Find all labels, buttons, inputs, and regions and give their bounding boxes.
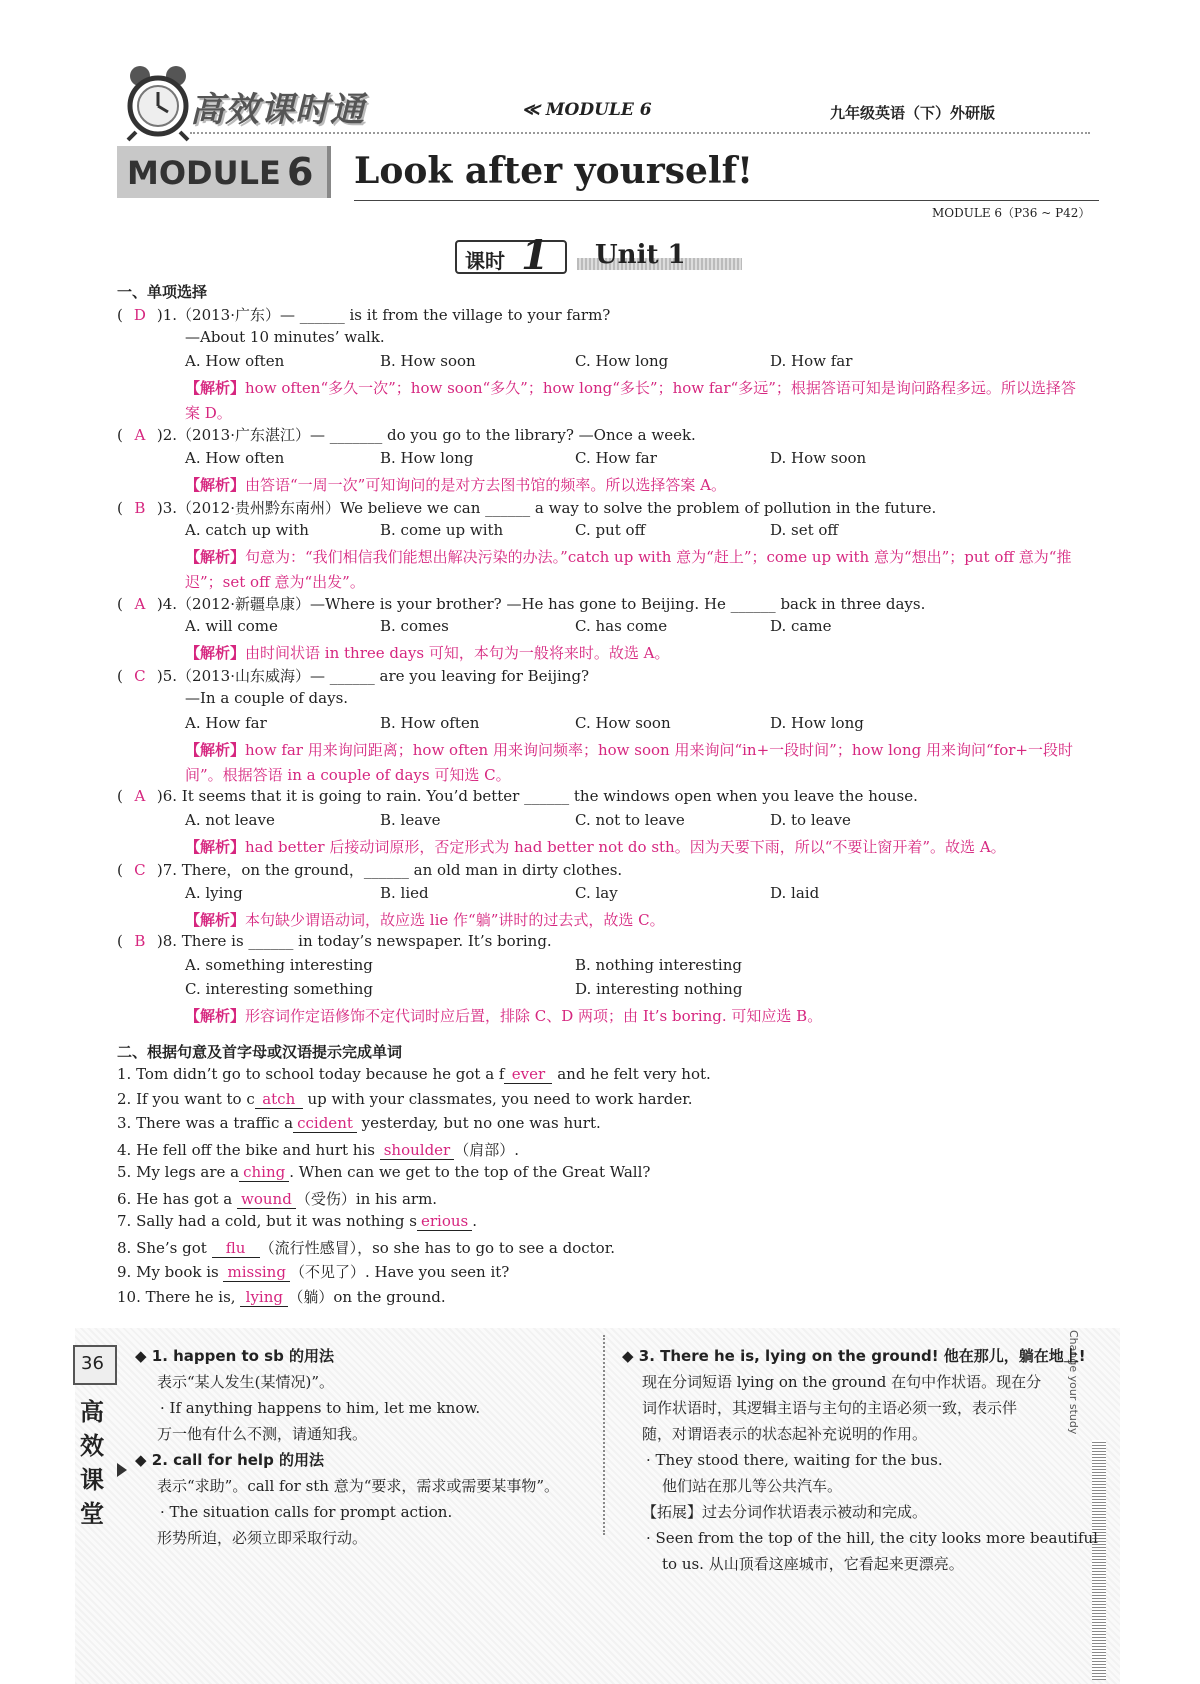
fill-blank-item (117, 1114, 601, 1133)
analysis-tag: 【解析】 (185, 838, 246, 856)
note-heading: ◆ 3. There he is, lying on the ground! 他在那儿，躺在地上! (622, 1347, 1086, 1365)
question-stem: ( B )8. There is ______ in today’s newspaper. It’s boring. (117, 932, 552, 950)
side-title-char: 堂 (80, 1500, 104, 1528)
side-title-char: 课 (80, 1466, 104, 1494)
option: C. put off (575, 521, 646, 539)
item-text-pre: 5. My legs are a (117, 1163, 240, 1181)
option: D. How soon (770, 449, 867, 467)
side-english: Change your study (1067, 1330, 1080, 1435)
option: B. leave (380, 811, 441, 829)
option: B. How often (380, 714, 480, 732)
analysis (185, 738, 1090, 788)
analysis (185, 473, 1090, 498)
answer-letter: C (134, 861, 146, 879)
option: A. How often (185, 449, 285, 467)
note-line: 现在分词短语 lying on the ground 在句中作状语。现在分 (642, 1373, 1042, 1391)
question-text: )4.（2012·新疆阜康）—Where is your brother? —He has gone to Beijing. He ______ back in three days. (156, 595, 926, 613)
option: A. lying (185, 884, 243, 902)
note-line: 【拓展】过去分词作状语表示被动和完成。 (642, 1503, 928, 1521)
item-text-pre: 6. He has got a (117, 1189, 238, 1208)
fill-blank-item (117, 1286, 446, 1307)
fill-blank-item (117, 1139, 519, 1160)
item-text-post: up with your classmates, you need to work harder. (302, 1089, 693, 1108)
item-text-pre: 2. If you want to c (117, 1089, 255, 1108)
option: C. interesting something (185, 980, 374, 998)
module-label: MODULE (127, 154, 281, 192)
answer-letter: C (134, 667, 146, 685)
item-text-post: yesterday, but no one was hurt. (356, 1114, 601, 1132)
option: C. has come (575, 617, 668, 635)
note-line: · If anything happens to him, let me know. (160, 1399, 481, 1417)
question-stem: ( B )3.（2012·贵州黔东南州）We believe we can ______ a way to solve the problem of pollution in the future. (117, 499, 937, 517)
item-text-post: and he felt very hot. (552, 1065, 711, 1083)
item-text-post: （躺）on the ground. (288, 1287, 446, 1306)
answer-blank: lying (240, 1288, 288, 1307)
item-text-post: . When can we get to the top of the Great Wall? (289, 1163, 651, 1181)
analysis-text: 形容词作定语修饰不定代词时应后置，排除 C、D 两项；由 It’s boring. 可知应选 B。 (245, 1007, 823, 1025)
question-stem: ( A )4.（2012·新疆阜康）—Where is your brother? —He has gone to Beijing. He ______ back in three days. (117, 595, 926, 613)
side-title-char: 效 (80, 1432, 104, 1460)
option: D. How far (770, 352, 853, 370)
page-number: 36 (81, 1353, 104, 1374)
answer-letter: B (134, 932, 146, 950)
question-answer-line: —About 10 minutes’ walk. (185, 328, 385, 346)
question-stem: ( D )1.（2013·广东）— ______ is it from the village to your farm? (117, 306, 611, 324)
header-rule (190, 132, 1090, 134)
note-line: 表示“求助”。call for sth 意为“要求，需求或需要某事物”。 (157, 1477, 560, 1495)
item-text-pre: 9. My book is (117, 1263, 224, 1281)
module-mark: ≪ MODULE 6 (522, 100, 652, 120)
analysis-text: 句意为：“我们相信我们能想出解决污染的办法。”catch up with 意为“赶上”；come up with 意为“想出”；put off 意为“推迟”；set off 意为“出发”。 (185, 548, 1072, 591)
option: C. How soon (575, 714, 671, 732)
option: A. How far (185, 714, 267, 732)
analysis-text: how often“多久一次”；how soon“多久”；how long“多长”；how far“多远”；根据答语可知是询问路程多远。所以选择答案 D。 (185, 379, 1076, 422)
note-line: 词作状语时，其逻辑主语与主句的主语必须一致，表示伴 (642, 1399, 1018, 1417)
analysis-tag: 【解析】 (185, 548, 246, 566)
item-text-post: . (472, 1212, 478, 1230)
answer-blank: ching (239, 1163, 289, 1182)
item-text-pre: 10. There he is, (117, 1287, 241, 1306)
answer-blank: missing (223, 1263, 289, 1282)
option: B. nothing interesting (575, 956, 742, 974)
answer-blank: ever (504, 1065, 552, 1084)
answer-letter: A (134, 787, 146, 805)
option: B. comes (380, 617, 449, 635)
analysis-text: how far 用来询问距离；how often 用来询问频率；how soon 用来询问“in+一段时间”；how long 用来询问“for+一段时间”。根据答语 in a couple of days 可知选 C。 (185, 741, 1073, 784)
item-text-pre: 4. He fell off the bike and hurt his (117, 1140, 380, 1159)
option: D. set off (770, 521, 839, 539)
answer-letter: A (134, 595, 146, 613)
question-stem: ( A )2.（2013·广东湛江）— _______ do you go to the library? —Once a week. (117, 426, 696, 444)
analysis (185, 908, 1090, 933)
alarm-clock-logo (118, 62, 198, 142)
option: D. interesting nothing (575, 980, 743, 998)
question-text: )3.（2012·贵州黔东南州）We believe we can ______ a way to solve the problem of pollution in the future. (156, 499, 937, 517)
page-number-box (73, 1345, 117, 1385)
analysis-text: 本句缺少谓语动词，故应选 lie 作“躺”讲时的过去式，故选 C。 (245, 911, 665, 929)
note-line: to us. 从山顶看这座城市，它看起来更漂亮。 (662, 1555, 964, 1573)
question-text: )2.（2013·广东湛江）— _______ do you go to the library? —Once a week. (156, 426, 696, 444)
fill-blank-item (117, 1261, 509, 1282)
option: C. lay (575, 884, 618, 902)
question-text: )7. There，on the ground，______ an old man in dirty clothes. (156, 861, 623, 879)
note-line: 万一他有什么不测，请通知我。 (157, 1425, 368, 1443)
fill-blank-item (117, 1090, 693, 1109)
analysis (185, 376, 1090, 426)
brand-logo-text: 高效课时通 (190, 90, 365, 130)
analysis-text: had better 后接动词原形，否定形式为 had better not do sth。因为天要下雨，所以“不要让窗开着”。故选 A。 (245, 838, 1006, 856)
fill-blank-item (117, 1188, 437, 1209)
module-banner (117, 146, 1097, 220)
item-text-post: （肩部）. (454, 1140, 519, 1159)
item-text-pre: 1. Tom didn’t go to school today because he got a f (117, 1065, 505, 1083)
analysis-text: 由答语“一周一次”可知询问的是对方去图书馆的频率。所以选择答案 A。 (245, 476, 726, 494)
side-barcode (1092, 1440, 1106, 1680)
answer-blank: ccident (293, 1114, 357, 1133)
note-line: 他们站在那儿等公共汽车。 (662, 1477, 843, 1495)
analysis-tag: 【解析】 (185, 741, 246, 759)
answer-blank: shoulder (380, 1141, 455, 1160)
lesson-label: 课时 (465, 249, 505, 273)
fill-blank-item (117, 1237, 615, 1258)
analysis (185, 545, 1090, 595)
option: D. How long (770, 714, 864, 732)
side-title (80, 1395, 114, 1531)
lesson-number: 1 (521, 232, 549, 279)
note-line: · Seen from the top of the hill, the city looks more beautiful (646, 1529, 1098, 1547)
analysis-text: 由时间状语 in three days 可知，本句为一般将来时。故选 A。 (245, 644, 670, 662)
footer-divider (603, 1335, 605, 1535)
item-text-post: （不见了）. Have you seen it? (289, 1263, 510, 1281)
note-heading: ◆ 2. call for help 的用法 (135, 1451, 325, 1469)
section1-title: 一、单项选择 (117, 283, 208, 301)
option: C. How long (575, 352, 669, 370)
note-line: 随，对谓语表示的状态起补充说明的作用。 (642, 1425, 928, 1443)
option: C. not to leave (575, 811, 685, 829)
module-number: 6 (287, 150, 314, 194)
option: A. catch up with (185, 521, 309, 539)
question-text: )8. There is ______ in today’s newspaper. It’s boring. (156, 932, 552, 950)
option: B. lied (380, 884, 429, 902)
answer-blank: atch (255, 1090, 303, 1109)
question-text: )5.（2013·山东威海）— ______ are you leaving for Beijing? (156, 667, 590, 685)
side-title-char: 高 (80, 1398, 104, 1426)
fill-blank-item (117, 1065, 711, 1084)
side-arrow-icon (117, 1463, 127, 1477)
note-heading: ◆ 1. happen to sb 的用法 (135, 1347, 335, 1365)
answer-letter: B (134, 499, 146, 517)
module-rule (354, 200, 1099, 201)
option: A. something interesting (185, 956, 373, 974)
note-line: 表示“某人发生(某情况)”。 (157, 1373, 335, 1391)
analysis-tag: 【解析】 (185, 911, 246, 929)
option: D. to leave (770, 811, 851, 829)
item-text-post: （受伤）in his arm. (295, 1189, 438, 1208)
analysis (185, 835, 1090, 860)
option: C. How far (575, 449, 657, 467)
option: D. came (770, 617, 832, 635)
question-stem: ( C )7. There，on the ground，______ an old man in dirty clothes. (117, 861, 623, 879)
analysis-tag: 【解析】 (185, 476, 246, 494)
item-text-pre: 3. There was a traffic a (117, 1114, 294, 1132)
analysis-tag: 【解析】 (185, 644, 246, 662)
section2-title: 二、根据句意及首字母或汉语提示完成单词 (117, 1043, 403, 1061)
analysis (185, 1004, 1090, 1029)
item-text-post: （流行性感冒），so she has to go to see a doctor. (259, 1238, 616, 1257)
note-line: 形势所迫，必须立即采取行动。 (157, 1529, 368, 1547)
option: A. will come (185, 617, 278, 635)
option: B. come up with (380, 521, 504, 539)
option: A. How often (185, 352, 285, 370)
unit-label: Unit 1 (595, 240, 686, 270)
note-line: · They stood there, waiting for the bus. (646, 1451, 943, 1469)
option: D. laid (770, 884, 820, 902)
answer-blank: flu (212, 1239, 260, 1258)
fill-blank-item (117, 1163, 650, 1182)
answer-blank: wound (237, 1190, 296, 1209)
edition-label: 九年级英语（下）外研版 (830, 104, 996, 122)
page-range: MODULE 6（P36 ~ P42） (932, 206, 1091, 220)
lesson-title (455, 232, 775, 279)
option: B. How soon (380, 352, 476, 370)
answer-letter: D (133, 306, 146, 324)
question-text: )1.（2013·广东）— ______ is it from the village to your farm? (156, 306, 611, 324)
answer-letter: A (134, 426, 146, 444)
analysis (185, 641, 1090, 666)
fill-blank-item (117, 1212, 477, 1231)
question-stem: ( A )6. It seems that it is going to rain. You’d better ______ the windows open when you leave the house. (117, 787, 918, 805)
module-title: Look after yourself! (354, 150, 753, 192)
option: A. not leave (185, 811, 275, 829)
question-stem: ( C )5.（2013·山东威海）— ______ are you leaving for Beijing? (117, 667, 590, 685)
module-badge (117, 146, 331, 198)
item-text-pre: 7. Sally had a cold, but it was nothing s (117, 1212, 417, 1230)
item-text-pre: 8. She’s got (117, 1238, 212, 1257)
analysis-tag: 【解析】 (185, 1007, 246, 1025)
answer-blank: erious (417, 1212, 472, 1231)
question-text: )6. It seems that it is going to rain. You’d better ______ the windows open when you leave the house. (156, 787, 918, 805)
analysis-tag: 【解析】 (185, 379, 246, 397)
option: B. How long (380, 449, 474, 467)
header (110, 62, 1090, 142)
note-line: · The situation calls for prompt action. (160, 1503, 453, 1521)
question-answer-line: —In a couple of days. (185, 689, 349, 707)
